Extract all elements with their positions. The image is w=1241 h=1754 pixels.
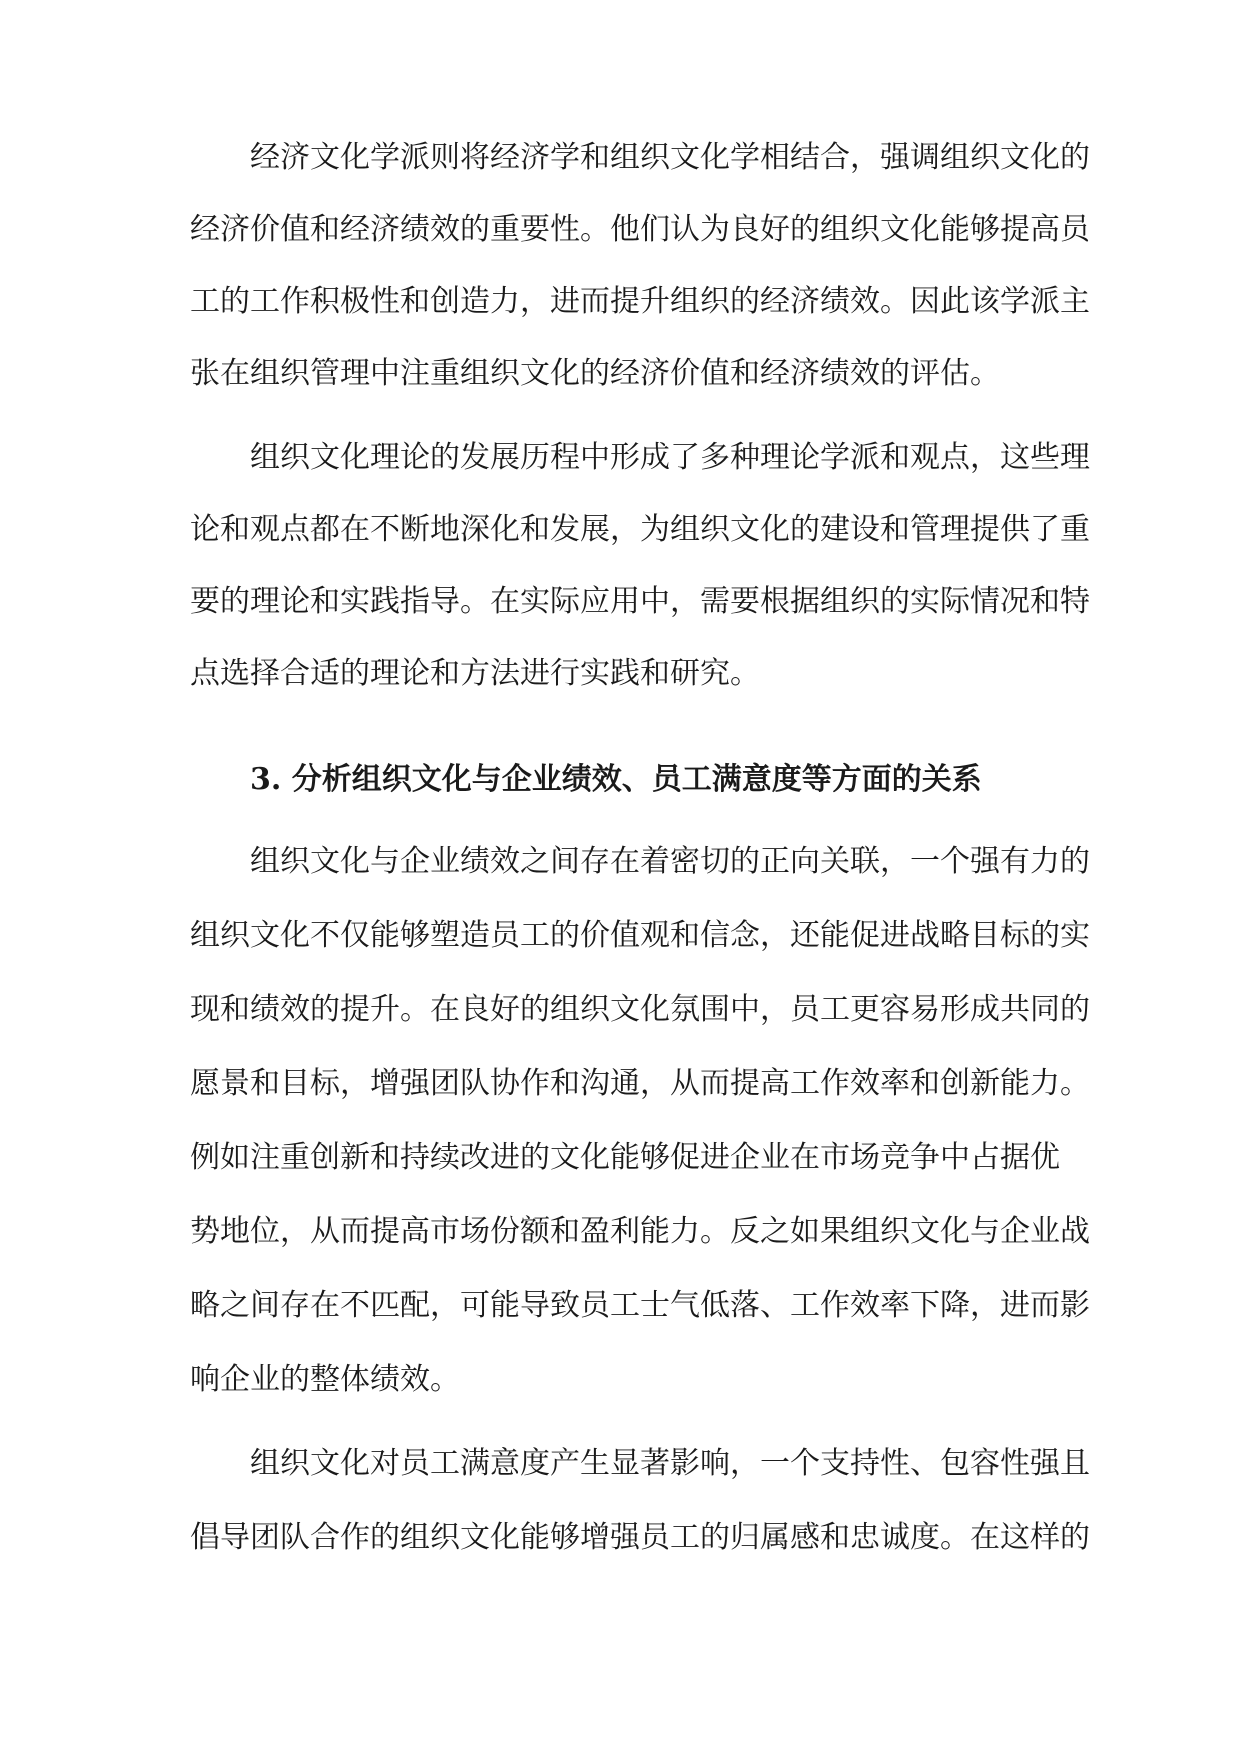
- paragraph-3-line-3: 现和绩效的提升。在良好的组织文化氛围中，员工更容易形成共同的: [190, 992, 1090, 1027]
- paragraph-3-line-6: 势地位，从而提高市场份额和盈利能力。反之如果组织文化与企业战: [190, 1214, 1090, 1249]
- paragraph-4-line-1: 组织文化对员工满意度产生显著影响，一个支持性、包容性强且: [250, 1446, 1090, 1481]
- paragraph-1-line-1: 经济文化学派则将经济学和组织文化学相结合，强调组织文化的: [250, 140, 1090, 175]
- paragraph-2-line-4: 点选择合适的理论和方法进行实践和研究。: [190, 656, 760, 691]
- paragraph-3-line-4: 愿景和目标，增强团队协作和沟通，从而提高工作效率和创新能力。: [190, 1066, 1090, 1101]
- paragraph-2-line-2: 论和观点都在不断地深化和发展，为组织文化的建设和管理提供了重: [190, 512, 1090, 547]
- paragraph-3-line-5: 例如注重创新和持续改进的文化能够促进企业在市场竞争中占据优: [190, 1140, 1060, 1175]
- paragraph-4-line-2: 倡导团队合作的组织文化能够增强员工的归属感和忠诚度。在这样的: [190, 1520, 1090, 1555]
- paragraph-3-line-8: 响企业的整体绩效。: [190, 1362, 460, 1397]
- paragraph-2-line-1: 组织文化理论的发展历程中形成了多种理论学派和观点，这些理: [250, 440, 1090, 475]
- paragraph-3-line-1: 组织文化与企业绩效之间存在着密切的正向关联，一个强有力的: [250, 844, 1090, 879]
- paragraph-1-line-2: 经济价值和经济绩效的重要性。他们认为良好的组织文化能够提高员: [190, 212, 1090, 247]
- paragraph-1-line-4: 张在组织管理中注重组织文化的经济价值和经济绩效的评估。: [190, 356, 1000, 391]
- section-heading: 3. 分析组织文化与企业绩效、员工满意度等方面的关系: [250, 762, 982, 797]
- paragraph-3-line-7: 略之间存在不匹配，可能导致员工士气低落、工作效率下降，进而影: [190, 1288, 1090, 1323]
- paragraph-2-line-3: 要的理论和实践指导。在实际应用中，需要根据组织的实际情况和特: [190, 584, 1090, 619]
- paragraph-3-line-2: 组织文化不仅能够塑造员工的价值观和信念，还能促进战略目标的实: [190, 918, 1090, 953]
- paragraph-1-line-3: 工的工作积极性和创造力，进而提升组织的经济绩效。因此该学派主: [190, 284, 1090, 319]
